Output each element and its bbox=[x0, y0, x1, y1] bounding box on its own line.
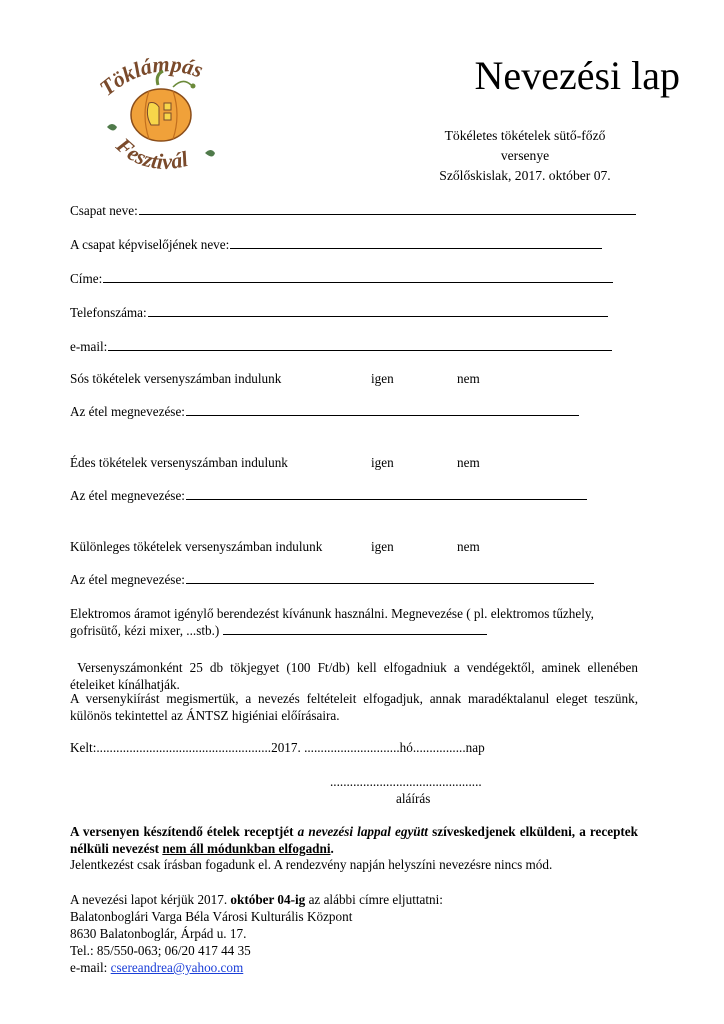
salty-dish-line[interactable] bbox=[186, 404, 579, 416]
contact-email-link[interactable]: csereandrea@yahoo.com bbox=[110, 960, 244, 975]
phone-field[interactable] bbox=[70, 305, 608, 321]
terms-text: 25 db tökjegyet (100 Ft/db) kell elfogadniuk a vendégektől, aminek ellenében ételeiket kínálhatják. bbox=[70, 660, 638, 692]
special-dish-line[interactable] bbox=[186, 572, 594, 584]
address-field[interactable] bbox=[70, 271, 613, 287]
terms-paragraph bbox=[70, 659, 638, 693]
logo-text-top: Töklámpás bbox=[95, 55, 207, 101]
sweet-dish-line[interactable] bbox=[186, 488, 587, 500]
electric-field[interactable] bbox=[70, 623, 487, 639]
notice-bold-2: szíveskedjenek elküldeni, a receptek nélküli nevezést bbox=[70, 824, 638, 856]
contact-intro-prefix: A nevezési lapot kérjük 2017. bbox=[70, 892, 231, 907]
notice-bold-end: . bbox=[330, 841, 334, 856]
salty-no-option[interactable]: nem bbox=[457, 371, 480, 386]
phone-line[interactable] bbox=[148, 305, 608, 317]
team-name-line[interactable] bbox=[139, 203, 636, 215]
subtitle-line-3: Szőlőskislak, 2017. október 07. bbox=[439, 168, 611, 183]
special-dish-field[interactable] bbox=[70, 572, 594, 588]
signature-label: aláírás bbox=[396, 791, 431, 806]
electric-line-1: Elektromos áramot igénylő berendezést kívánunk használni. Megnevezése ( pl. elektromos tűzhely, bbox=[70, 606, 594, 621]
subtitle-line-2: versenye bbox=[500, 148, 550, 163]
special-dish-label: Az étel megnevezése: bbox=[70, 572, 185, 587]
notice-bold-underline: nem áll módunkban elfogadni bbox=[162, 841, 331, 856]
phone-label: Telefonszáma: bbox=[70, 305, 147, 320]
notice-line-2: Jelentkezést csak írásban fogadunk el. A rendezvény napján helyszíni nevezésre nincs mód. bbox=[70, 857, 553, 872]
contact-deadline: október 04-ig bbox=[230, 892, 306, 907]
sweet-category-label: Édes tökételek versenyszámban indulunk bbox=[70, 455, 288, 470]
address-line[interactable] bbox=[103, 271, 613, 283]
address-label: Címe: bbox=[70, 271, 103, 286]
contact-email-row bbox=[70, 960, 243, 976]
sweet-no-option[interactable]: nem bbox=[457, 455, 480, 470]
pumpkin-logo-icon bbox=[95, 55, 230, 185]
team-name-label: Csapat neve: bbox=[70, 203, 138, 218]
festival-logo bbox=[95, 55, 230, 185]
representative-field[interactable] bbox=[70, 237, 602, 253]
email-field[interactable] bbox=[70, 339, 612, 355]
signature-dots[interactable]: .............................................. bbox=[330, 774, 482, 789]
special-no-option[interactable]: nem bbox=[457, 539, 480, 554]
contact-org: Balatonboglári Varga Béla Városi Kulturális Központ bbox=[70, 909, 353, 924]
event-subtitle bbox=[400, 126, 650, 186]
sweet-yes-option[interactable]: igen bbox=[371, 455, 394, 470]
terms-prefix: Versenyszámonként bbox=[77, 660, 183, 675]
subtitle-line-1: Tökéletes tökételek sütő-főző bbox=[444, 128, 606, 143]
sweet-dish-label: Az étel megnevezése: bbox=[70, 488, 185, 503]
salty-yes-option[interactable]: igen bbox=[371, 371, 394, 386]
salty-category-label: Sós tökételek versenyszámban indulunk bbox=[70, 371, 282, 386]
contact-email-label: e-mail: bbox=[70, 960, 111, 975]
special-category-label: Különleges tökételek versenyszámban indulunk bbox=[70, 539, 323, 554]
contact-intro-suffix: az alábbi címre eljuttatni: bbox=[305, 892, 443, 907]
contact-intro bbox=[70, 892, 443, 908]
salty-dish-field[interactable] bbox=[70, 404, 579, 420]
contact-phone: Tel.: 85/550-063; 06/20 417 44 35 bbox=[70, 943, 251, 958]
electric-equipment-line[interactable] bbox=[223, 623, 487, 635]
representative-line[interactable] bbox=[230, 237, 602, 249]
recipe-notice bbox=[70, 823, 638, 857]
logo-text-bottom: Fesztivál bbox=[111, 132, 191, 174]
email-label: e-mail: bbox=[70, 339, 108, 354]
salty-dish-label: Az étel megnevezése: bbox=[70, 404, 185, 419]
acceptance-paragraph: A versenykiírást megismertük, a nevezés feltételeit elfogadjuk, annak maradéktalanul eleget teszünk, különös tekintettel az ÁNTSZ higiéniai előírásaira. bbox=[70, 691, 638, 723]
team-name-field[interactable] bbox=[70, 203, 636, 219]
sweet-dish-field[interactable] bbox=[70, 488, 587, 504]
notice-bold-italic: a nevezési lappal együtt bbox=[297, 824, 428, 839]
page-title: Nevezési lap bbox=[474, 53, 680, 98]
date-line[interactable]: Kelt:.....................................................2017. .............................hó................nap bbox=[70, 740, 485, 755]
email-line[interactable] bbox=[108, 339, 612, 351]
contact-address: 8630 Balatonboglár, Árpád u. 17. bbox=[70, 926, 247, 941]
electric-line-2: gofrisütő, kézi mixer, ...stb.) bbox=[70, 623, 220, 638]
special-yes-option[interactable]: igen bbox=[371, 539, 394, 554]
representative-label: A csapat képviselőjének neve: bbox=[70, 237, 230, 252]
notice-bold-1: A versenyen készítendő ételek receptjét bbox=[70, 824, 298, 839]
